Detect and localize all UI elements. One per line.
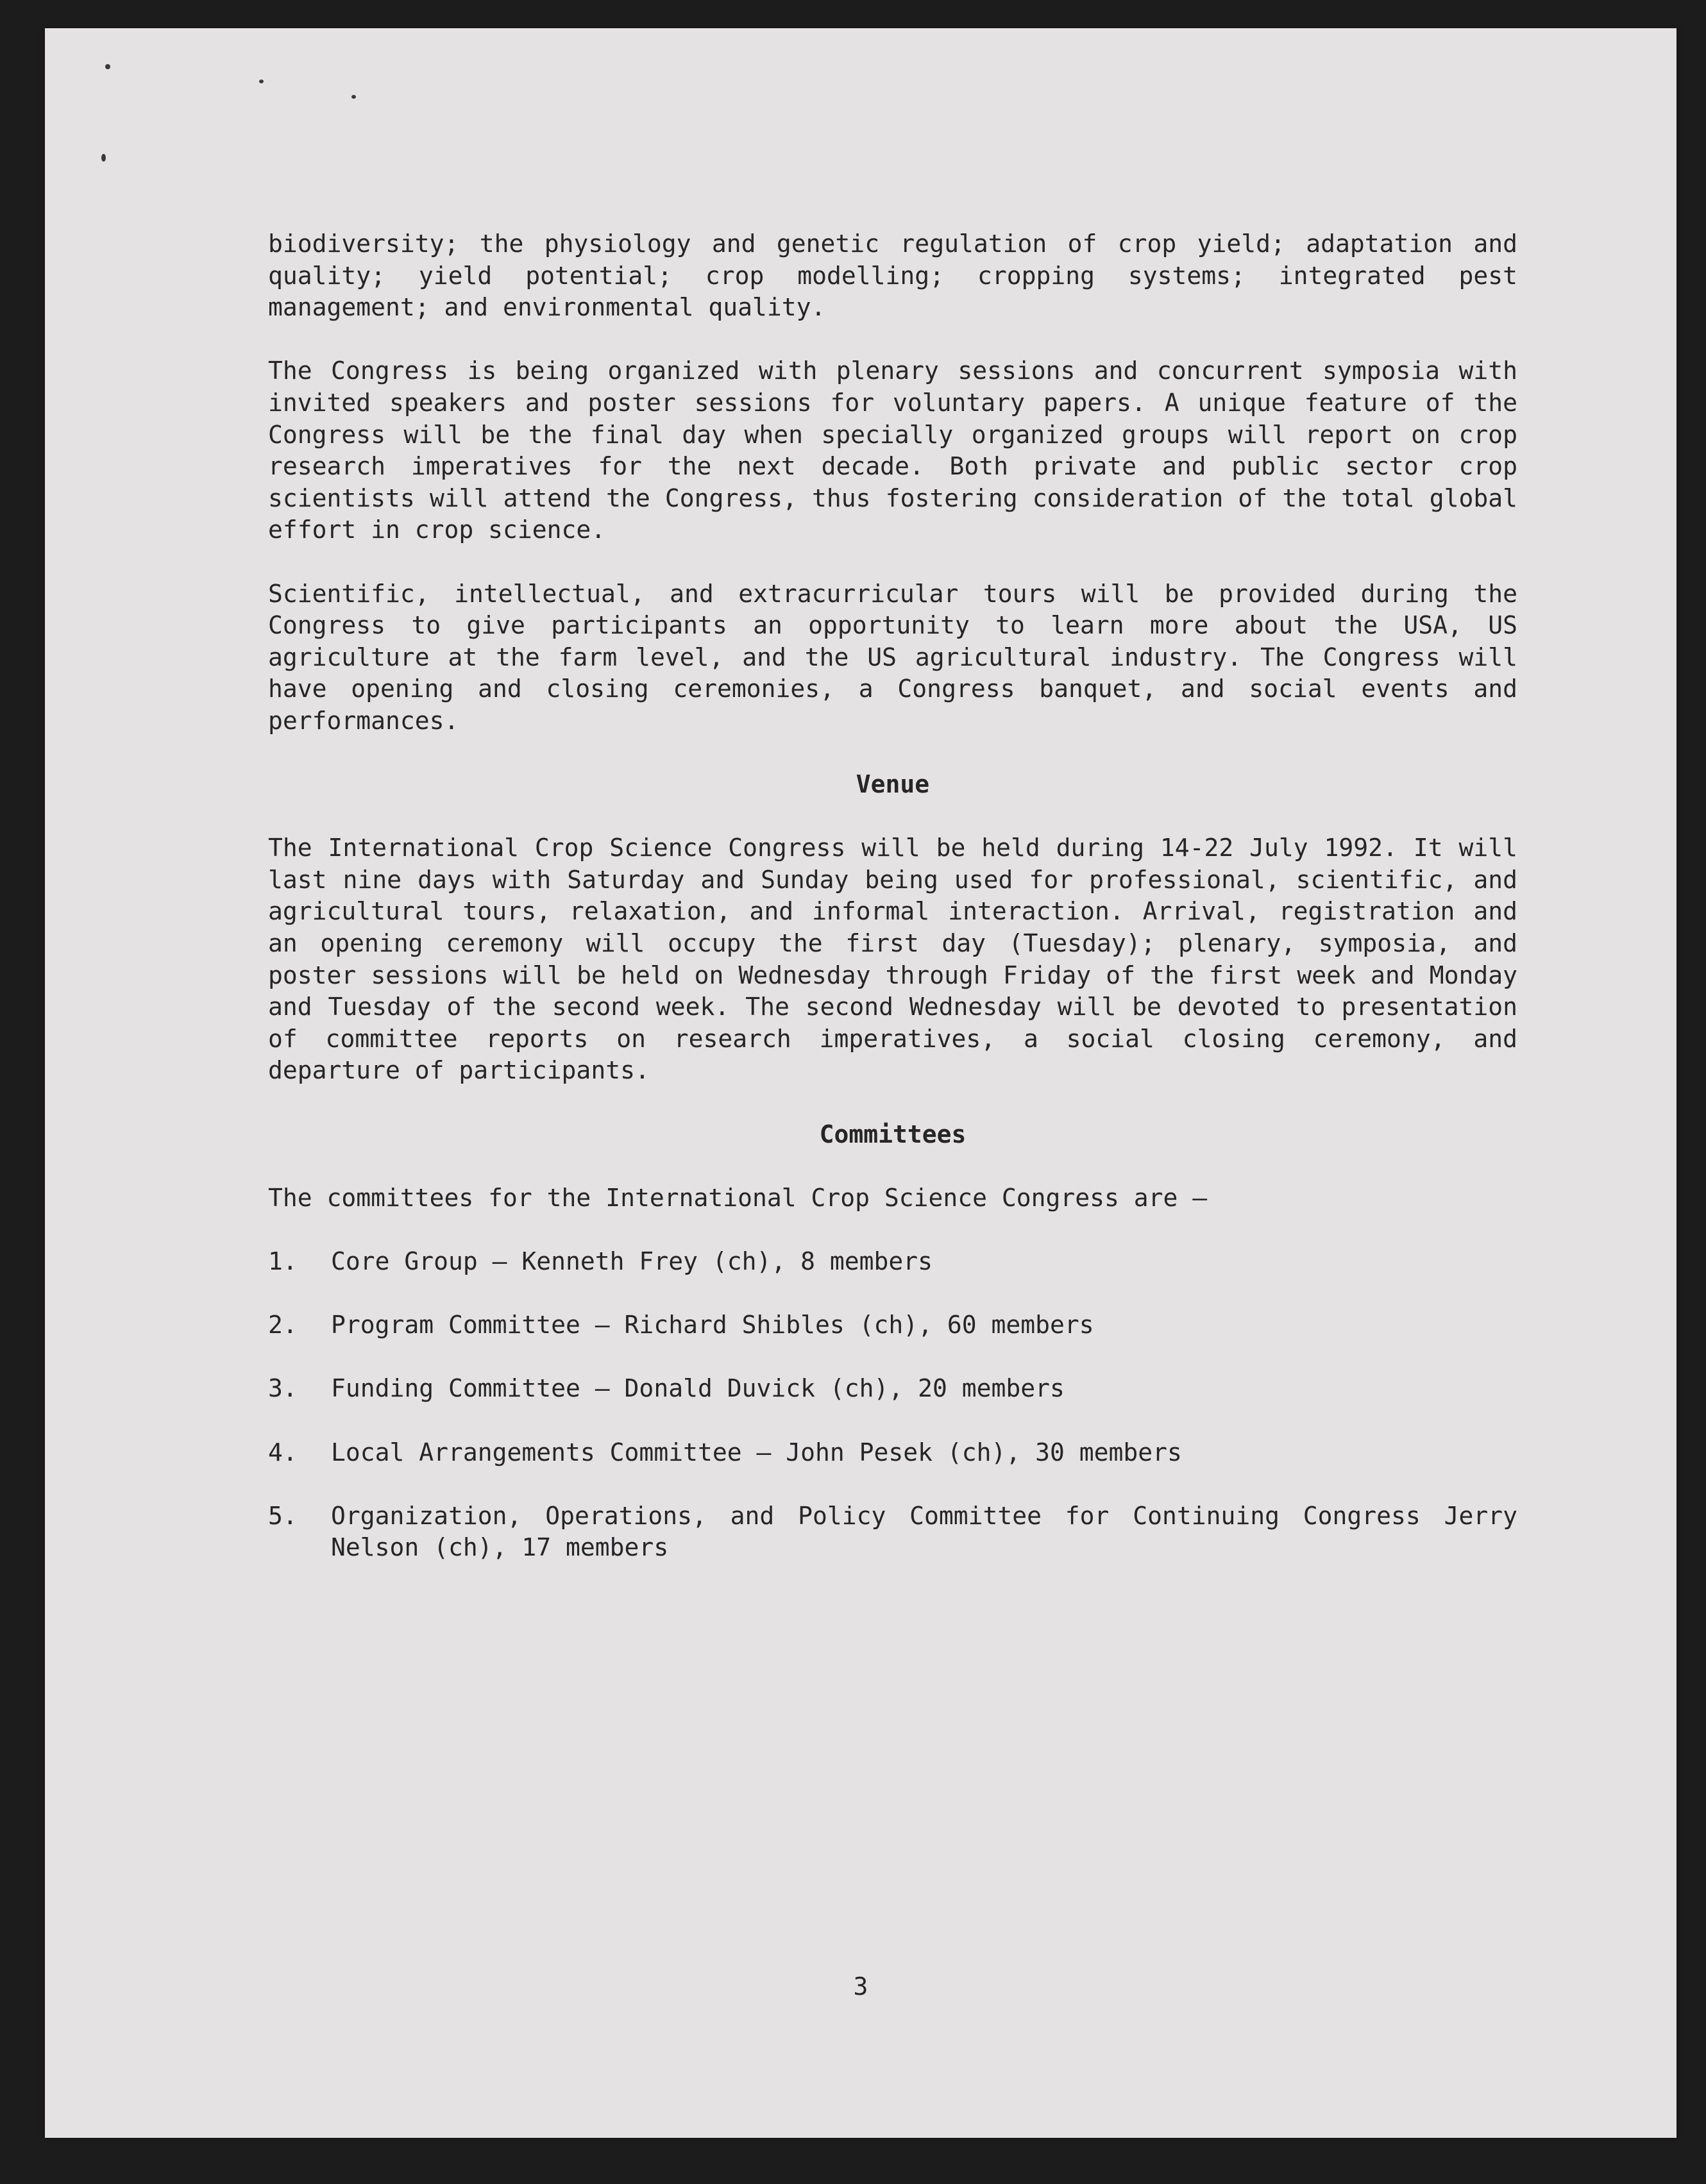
list-item xyxy=(268,1373,1517,1405)
document-page xyxy=(45,28,1676,2138)
list-item-text: Program Committee — Richard Shibles (ch), 60 members xyxy=(331,1311,1094,1340)
list-item-number: 2. xyxy=(268,1311,298,1340)
list-item-number: 5. xyxy=(268,1501,298,1530)
document-body xyxy=(268,228,1517,1596)
committees-list xyxy=(268,1246,1517,1564)
list-item-number: 4. xyxy=(268,1438,298,1466)
list-item-number: 1. xyxy=(268,1247,298,1275)
paper-speck xyxy=(351,95,356,99)
list-item xyxy=(268,1437,1517,1469)
list-item-text: Core Group — Kenneth Frey (ch), 8 members xyxy=(331,1247,933,1275)
intro-paragraph-1: biodiversity; the physiology and genetic regulation of crop yield; adaptation and quality; yield potential; crop modelling; cropping systems; integrated pest management; and environmental quality. xyxy=(268,230,1517,322)
venue-paragraph: The International Crop Science Congress will be held during 14-22 July 1992. It will last nine days with Saturday and Sunday being used for professional, scientific, and agricultural tours, relaxation, and informal interaction. Arrival, registration and an opening ceremony will occupy the first day (Tuesday); plenary, symposia, and poster sessions will be held on Wednesday through Friday of the first week and Monday and Tuesday of the second week. The second Wednesday will be devoted to presentation of committee reports on research imperatives, a social closing ceremony, and departure of participants. xyxy=(268,834,1517,1085)
list-item xyxy=(268,1500,1517,1564)
committees-intro: The committees for the International Crop Science Congress are — xyxy=(268,1183,1208,1212)
committees-heading: Committees xyxy=(819,1120,967,1148)
paper-speck xyxy=(105,64,110,69)
paper-speck xyxy=(101,154,106,162)
list-item xyxy=(268,1309,1517,1341)
list-item-number: 3. xyxy=(268,1374,298,1403)
list-item-text: Local Arrangements Committee — John Pesek (ch), 30 members xyxy=(331,1438,1182,1466)
list-item xyxy=(268,1246,1517,1278)
paper-speck xyxy=(259,80,264,83)
intro-paragraph-3: Scientific, intellectual, and extracurricular tours will be provided during the Congress to give participants an opportunity to learn more about the USA, US agriculture at the farm level, and the US agricultural industry. The Congress will have opening and closing ceremonies, a Congress banquet, and social events and performances. xyxy=(268,579,1517,735)
intro-paragraph-2: The Congress is being organized with plenary sessions and concurrent symposia with invited speakers and poster sessions for voluntary papers. A unique feature of the Congress will be the final day when specially organized groups will report on crop research imperatives for the next decade. Both private and public sector crop scientists will attend the Congress, thus fostering consideration of the total global effort in crop science. xyxy=(268,357,1517,544)
venue-heading: Venue xyxy=(856,770,930,799)
page-number: 3 xyxy=(853,1972,868,2001)
list-item-text: Organization, Operations, and Policy Committee for Continuing Congress Jerry Nelson (ch), 17 members xyxy=(331,1501,1517,1562)
list-item-text: Funding Committee — Donald Duvick (ch), 20 members xyxy=(331,1374,1065,1403)
